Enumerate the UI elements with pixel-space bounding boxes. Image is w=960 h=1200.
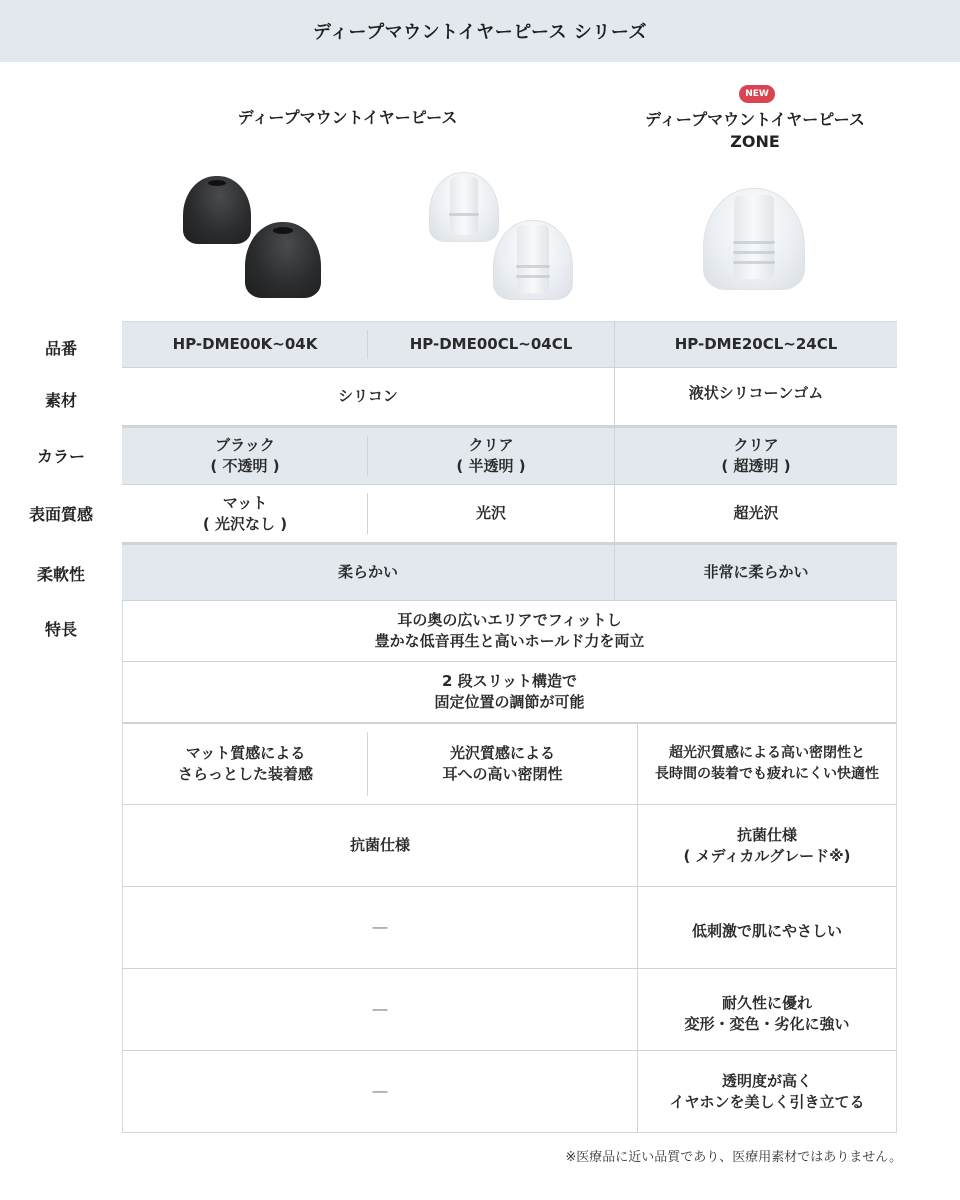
- cell-flex-zone: 非常に柔らかい: [703, 563, 809, 581]
- cell-texture-clear: 光沢: [368, 485, 615, 542]
- cell-material-standard: シリコン: [122, 368, 615, 425]
- row-part-no: [122, 321, 897, 368]
- cell-durability-zone: 耐久性に優れ 変形・変色・劣化に強い: [684, 993, 850, 1033]
- series-title: ディープマウントイヤーピース シリーズ: [312, 22, 647, 43]
- row-feature-durability: [122, 969, 897, 1051]
- earpiece-black-image: [175, 170, 325, 300]
- cell-flex-standard: 柔らかい: [122, 545, 615, 600]
- cell-durability-standard: ―: [123, 969, 638, 1050]
- label-features: 特長: [44, 620, 77, 639]
- earpiece-zone-image: [695, 180, 815, 295]
- product-title-zone-line2: ZONE: [730, 132, 780, 151]
- cell-part-no-zone: HP-DME20CL~24CL: [674, 335, 838, 353]
- cell-feature-super-gloss: 超光沢質感による高い密閉性と 長時間の装着でも疲れにくい快適性: [655, 745, 879, 782]
- cell-feature-matte: マット質感による さらっとした装着感: [123, 724, 368, 804]
- cell-color-zone: クリア ( 超透明 ): [721, 436, 791, 475]
- cell-low-irritation-zone: 低刺激で肌にやさしい: [691, 922, 842, 940]
- product-title-zone: [615, 109, 895, 153]
- cell-feature-gloss: 光沢質感による 耳への高い密閉性: [368, 724, 638, 804]
- earpiece-clear-image: [425, 170, 585, 305]
- row-color: [122, 426, 897, 485]
- cell-low-irritation-standard: ―: [123, 887, 638, 968]
- cell-part-no-black: HP-DME00K~04K: [122, 322, 368, 367]
- label-flexibility: 柔軟性: [36, 565, 85, 584]
- label-material: 素材: [44, 391, 77, 410]
- label-texture: 表面質感: [28, 505, 93, 524]
- label-color: カラー: [36, 447, 85, 466]
- row-texture: [122, 485, 897, 543]
- row-feature-slit: [122, 662, 897, 723]
- product-title-deep-mount: ディープマウントイヤーピース: [237, 108, 458, 127]
- cell-color-black: ブラック ( 不透明 ): [122, 428, 368, 484]
- cell-texture-black: マット ( 光沢なし ): [122, 485, 368, 542]
- row-material: [122, 368, 897, 426]
- row-flexibility: [122, 543, 897, 601]
- cell-antibacterial-zone: 抗菌仕様 ( メディカルグレード※): [683, 825, 851, 865]
- cell-feature-fit: 耳の奥の広いエリアでフィットし 豊かな低音再生と高いホールド力を両立: [374, 611, 645, 650]
- cell-transparency-zone: 透明度が高く イヤホンを美しく引き立てる: [669, 1071, 865, 1111]
- new-badge: NEW: [739, 85, 775, 103]
- cell-antibacterial-standard: 抗菌仕様: [123, 805, 638, 886]
- row-feature-antibacterial: [122, 805, 897, 887]
- label-part-no: 品番: [44, 339, 77, 358]
- product-title-zone-line1: ディープマウントイヤーピース: [645, 110, 865, 129]
- cell-transparency-standard: ―: [123, 1051, 638, 1132]
- cell-color-clear: クリア ( 半透明 ): [368, 428, 615, 484]
- row-feature-fit: [122, 601, 897, 662]
- cell-material-zone: 液状シリコーンゴム: [688, 384, 824, 402]
- cell-part-no-clear: HP-DME00CL~04CL: [368, 322, 615, 367]
- row-feature-low-irritation: [122, 887, 897, 969]
- row-feature-transparency: [122, 1051, 897, 1133]
- footnote: ※医療品に近い品質であり、医療用素材ではありません。: [565, 1150, 902, 1165]
- series-header-band: [0, 0, 960, 62]
- cell-texture-zone: 超光沢: [733, 504, 779, 522]
- cell-feature-slit: 2 段スリット構造で 固定位置の調節が可能: [434, 672, 585, 711]
- row-feature-texture: [122, 723, 897, 805]
